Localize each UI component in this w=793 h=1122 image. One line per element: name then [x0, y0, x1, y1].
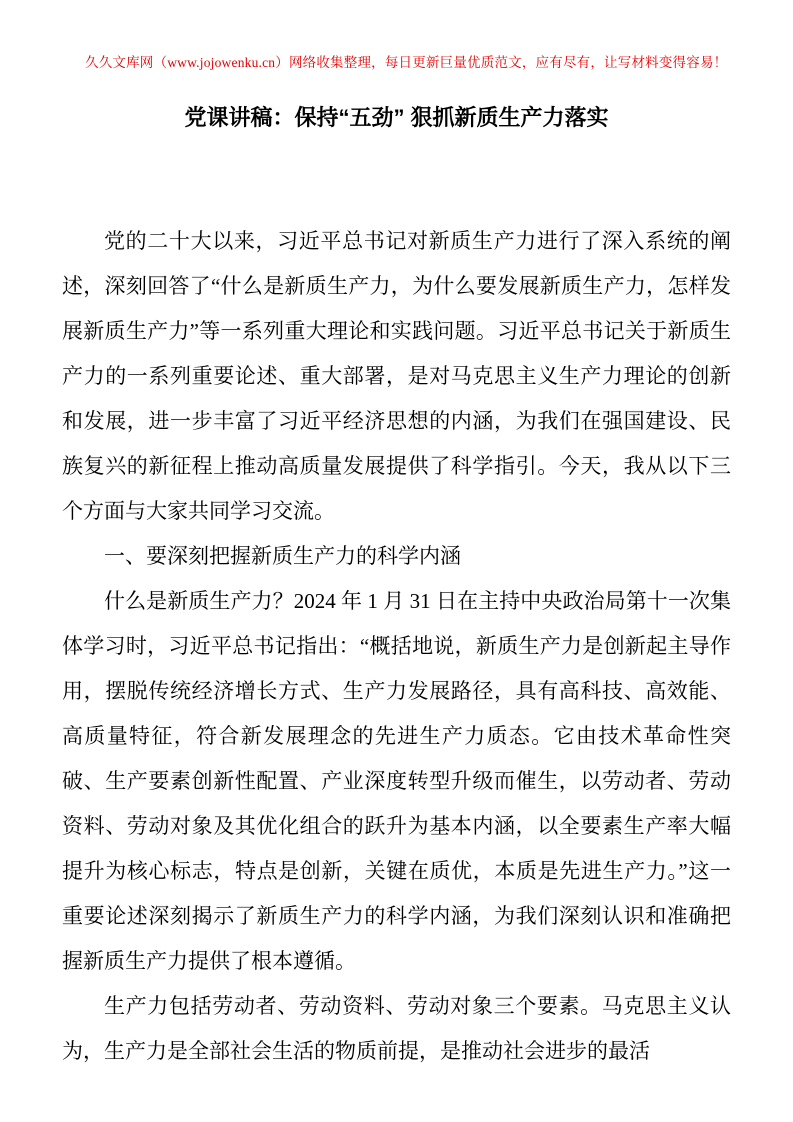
- document-title: 党课讲稿：保持“五劲” 狠抓新质生产力落实: [184, 105, 609, 130]
- body-paragraph: 什么是新质生产力？2024 年 1 月 31 日在主持中央政治局第十一次集体学习时，习近平总书记指出：“概括地说，新质生产力是创新起主导作用，摆脱传统经济增长方式、生产力发展路径，具有高科技、高效能、高质量特征，符合新发展理念的先进生产力质态。它由技术革命性突破、生产要素创新性配置、产业深度转型升级而催生，以劳动者、劳动资料、劳动对象及其优化组合的跃升为基本内涵，以全要素生产率大幅提升为核心标志，特点是创新，关键在质优，本质是先进生产力。”这一重要论述深刻揭示了新质生产力的科学内涵，为我们深刻认识和准确把握新质生产力提供了根本遵循。: [62, 589, 731, 973]
- body-paragraph: 党的二十大以来，习近平总书记对新质生产力进行了深入系统的阐述，深刻回答了“什么是新质生产力，为什么要发展新质生产力，怎样发展新质生产力”等一系列重大理论和实践问题。习近平总书记关于新质生产力的一系列重要论述、重大部署，是对马克思主义生产力理论的创新和发展，进一步丰富了习近平经济思想的内涵，为我们在强国建设、民族复兴的新征程上推动高质量发展提供了科学指引。今天，我从以下三个方面与大家共同学习交流。: [62, 229, 731, 523]
- body-paragraph: 生产力包括劳动者、劳动资料、劳动对象三个要素。马克思主义认为，生产力是全部社会生活的物质前提，是推动社会进步的最活: [62, 994, 731, 1063]
- section-heading: 一、要深刻把握新质生产力的科学内涵: [104, 544, 461, 568]
- document-body: [62, 219, 731, 1074]
- site-watermark-notice: 久久文库网（www.jojowenku.cn）网络收集整理，每日更新巨量优质范文，应有尽有，让写材料变得容易！: [85, 55, 728, 70]
